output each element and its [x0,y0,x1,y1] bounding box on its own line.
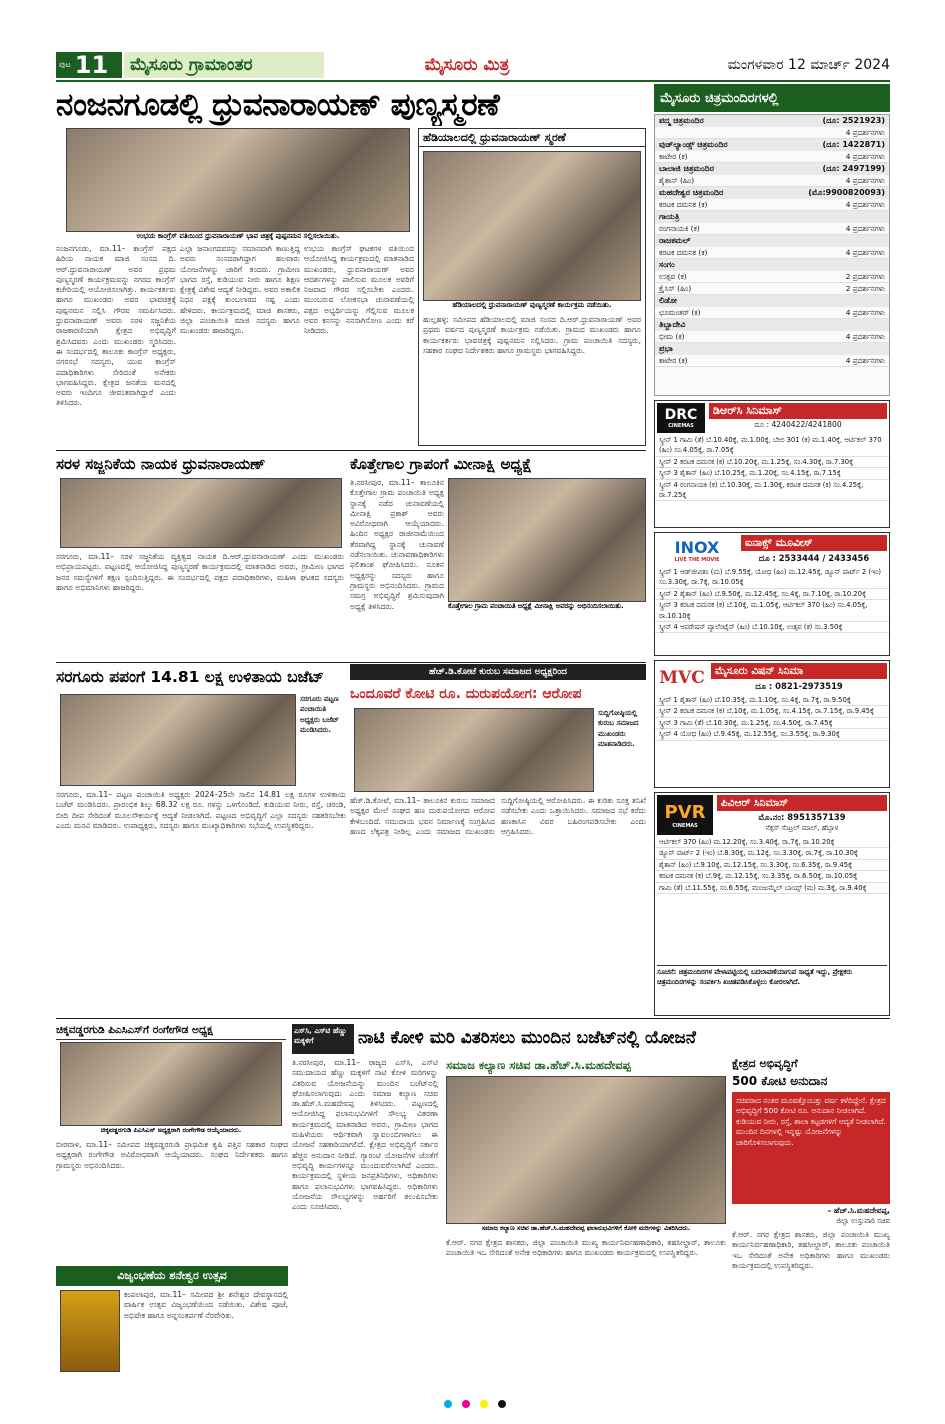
hdkote-side-caption: ಸುದ್ದಿಗೋಷ್ಠಿಯಲ್ಲಿ ಕುರುಬ ಸಮಾಜದ ಮುಖಂಡರು ಮಾತನಾಡಿದರು. [598,709,639,748]
theatre-row [655,283,889,295]
theatre-row [655,223,889,235]
budget-side-caption: ಸರಗೂರು ಪಟ್ಟಣ ಪಂಚಾಯಿತಿ ಅಧ್ಯಕ್ಷರು ಬಜೆಟ್ ಮಂಡಿಸಿದರು. [300,695,339,734]
theatre-info: 4 ಪ್ರದರ್ಶನಗಳು [845,224,885,233]
theatre-name: ಲಿಡೋ [659,296,677,305]
theatres-header [654,84,890,112]
mvc-rows [655,695,889,787]
theatre-row [655,199,889,211]
mvc-showtime-row: ಸ್ಕ್ರೀನ್ 3 ಗಾಮಿ (ತೆ) ಬೆ.10.30ಕ್ಕೆ, ಮ.1.25ಕ್ಕೆ, ಸಂ.4.50ಕ್ಕೆ, ರಾ.7.45ಕ್ಕೆ [655,718,889,729]
masthead [0,0,945,80]
theatre-info: 4 ಪ್ರದರ್ಶನಗಳು [845,176,885,185]
budget-photo [60,694,296,786]
section-title: ಮೈಸೂರು ಗ್ರಾಮಾಂತರ [124,52,324,78]
hediyala-story [418,128,646,446]
inox-showtime-row: ಸ್ಕ್ರೀನ್ 4 ಆಪರೇಷನ್ ವ್ಯಾಲೆಂಟೈನ್ (ಹಿಂ) ಬೆ.10.10ಕ್ಕೆ, ಉತ್ಸವ (ಕ) ಸಂ.3.50ಕ್ಕೆ [655,622,889,633]
chikka-text: ಬೀರವಾಳ, ಮಾ.11– ಸಮೀಪದ ಚಿಕ್ಕವಡ್ಡರಗುಡಿ ಪ್ರಾಥಮಿಕ ಕೃಷಿ ಪತ್ತಿನ ಸಹಕಾರ ಸಂಘದ ಅಧ್ಯಕ್ಷರಾಗಿ ರಂಗೇಗೌಡ ಅವಿರೋಧವಾಗಿ ಆಯ್ಕೆಯಾದರು. ಸಂಘದ ನಿರ್ದೇಶಕರು ಹಾಗೂ ಗ್ರಾಮಸ್ಥರು ಅಭಿನಂದಿಸಿದರು. [56,1140,288,1170]
mvc-logo: MVC [659,668,705,688]
goats-photo [446,1076,726,1224]
kshetra-text: ಕೆ.ಆರ್. ನಗರ ಕ್ಷೇತ್ರದ ಶಾಸಕರು, ಜಿಲ್ಲಾ ಪಂಚಾಯಿತಿ ಮುಖ್ಯ ಕಾರ್ಯನಿರ್ವಹಣಾಧಿಕಾರಿ, ತಹಸೀಲ್ದಾರ್, ತಾಲೂಕು ಪಂಚಾಯಿತಿ ಇಒ ಸೇರಿದಂತೆ ಅನೇಕ ಅಧಿಕಾರಿಗಳು ಹಾಗೂ ಮುಖಂಡರು ಕಾರ್ಯಕ್ರಮದಲ್ಲಿ ಉಪಸ್ಥಿತರಿದ್ದರು. [732,1230,890,1270]
drc-showtime-row: ಸ್ಕ್ರೀನ್ 1 ಗಾಮಿ (ತೆ) ಬೆ.10.40ಕ್ಕೆ, ಮ.1.00ಕ್ಕೆ, ಬೇಬಿ 301 (ಕ) ಮ.1.40ಕ್ಕೆ, ಆರ್ಟಿಕಲ್ 370 (ಹಿಂ) ಸಂ.4.05ಕ್ಕೆ, ರಾ.7.05ಕ್ಕೆ [655,435,889,457]
hediyala-caption: ಹೆಡಿಯಾಲದಲ್ಲಿ ಧ್ರುವನಾರಾಯಣ್ ಪುಣ್ಯಸ್ಮರಣೆ ಕಾರ್ಯಕ್ರಮ ನಡೆಯಿತು. [423,301,641,312]
shaneshwara-headline: ವಿಜೃಂಭಣೆಯ ಶನೇಶ್ವರ ಉತ್ಸವ [117,1269,227,1282]
inox-logo [657,535,737,565]
goats-col-1: ತಿ.ನರಸೀಪುರ, ಮಾ.11– ರಾಜ್ಯದ ಎಸ್‌ಸಿ, ಎಸ್‌ಟಿ ಸಮುದಾಯದ ಹೆಣ್ಣು ಮಕ್ಕಳಿಗೆ ನಾಟಿ ಕೋಳಿ ಮರಿಗಳನ್ನು ವಿತರಿಸುವ ಯೋಜನೆಯನ್ನು ಮುಂದಿನ ಬಜೆಟ್‌ನಲ್ಲಿ ಘೋಷಿಸಲಾಗುವುದು ಎಂದು ಸಮಾಜ ಕಲ್ಯಾಣ ಸಚಿವ ಡಾ.ಹೆಚ್.ಸಿ.ಮಹದೇವಪ್ಪ ತಿಳಿಸಿದರು. ಪಟ್ಟಣದಲ್ಲಿ ಆಯೋಜಿಸಿದ್ದ ಫಲಾನುಭವಿಗಳಿಗೆ ಸೌಲಭ್ಯ ವಿತರಣಾ ಕಾರ್ಯಕ್ರಮದಲ್ಲಿ ಮಾತನಾಡಿದ ಅವರು, ಗ್ರಾಮೀಣ ಭಾಗದ ಮಹಿಳೆಯರು ಆರ್ಥಿಕವಾಗಿ ಸ್ವಾವಲಂಬಿಗಳಾಗಲು ಈ ಯೋಜನೆ ಸಹಕಾರಿಯಾಗಲಿದೆ. ಕ್ಷೇತ್ರದ ಅಭಿವೃದ್ಧಿಗೆ ಸರ್ಕಾರ ಹೆಚ್ಚಿನ ಅನುದಾನ ನೀಡಿದೆ. ಗ್ಯಾರಂಟಿ ಯೋಜನೆಗಳ ಜೊತೆಗೆ ಅಭಿವೃದ್ಧಿ ಕಾರ್ಯಗಳನ್ನೂ ಮುಂದುವರೆಸಲಾಗಿದೆ ಎಂದರು. ಕಾರ್ಯಕ್ರಮದಲ್ಲಿ ಸ್ಥಳೀಯ ಜನಪ್ರತಿನಿಧಿಗಳು, ಅಧಿಕಾರಿಗಳು ಹಾಗೂ ಫಲಾನುಭವಿಗಳು ಭಾಗವಹಿಸಿದ್ದರು. ಅಧಿಕಾರಿಗಳು ಯೋಜನೆಯ ಸೌಲಭ್ಯಗಳನ್ನು ಅರ್ಹರಿಗೆ ತಲುಪಿಸಬೇಕು ಎಂದು ಸೂಚಿಸಿದರು. [292,1058,438,1212]
theatre-row [655,175,889,187]
hdkote-text: ಹೆಚ್.ಡಿ.ಕೋಟೆ, ಮಾ.11– ತಾಲೂಕಿನ ಕುರುಬ ಸಮಾಜದ ಅಧ್ಯಕ್ಷರ ಮೇಲೆ ಸಂಘದ ಹಣ ದುರುಪಯೋಗದ ಆರೋಪ ಕೇಳಿಬಂದಿದೆ. ಸಮುದಾಯ ಭವನ ನಿರ್ಮಾಣಕ್ಕೆ ಸಂಗ್ರಹಿಸಿದ ಹಣದ ಲೆಕ್ಕಪತ್ರ ನೀಡಿಲ್ಲ ಎಂದು ಸಮಾಜದ ಮುಖಂಡರು ಸುದ್ದಿಗೋಷ್ಠಿಯಲ್ಲಿ ಆರೋಪಿಸಿದರು. ಈ ಕುರಿತು ಸೂಕ್ತ ತನಿಖೆ ನಡೆಸಬೇಕು ಎಂದು ಒತ್ತಾಯಿಸಿದರು. ಸಮಾಜದ ಸಭೆ ಕರೆದು ಹಣಕಾಸಿನ ವಿವರ ಬಹಿರಂಗಪಡಿಸಬೇಕು ಎಂದು ಆಗ್ರಹಿಸಿದರು. [350,796,646,836]
kshetra-headline-1: ಕ್ಷೇತ್ರದ ಅಭಿವೃದ್ಧಿಗೆ [732,1057,798,1070]
hediyala-text: ಹುಲ್ಲಹಳ್ಳಿ: ಸಮೀಪದ ಹೆಡಿಯಾಲದಲ್ಲಿ ಮಾಜಿ ಸಂಸದ ದಿ.ಆರ್.ಧ್ರುವನಾರಾಯಣ್ ಅವರ ಪ್ರಥಮ ವರ್ಷದ ಪುಣ್ಯಸ್ಮರಣೆ ಕಾರ್ಯಕ್ರಮ ನಡೆಯಿತು. ಗ್ರಾಮದ ಮುಖಂಡರು ಹಾಗೂ ಕಾರ್ಯಕರ್ತರು ಭಾವಚಿತ್ರಕ್ಕೆ ಪುಷ್ಪನಮನ ಸಲ್ಲಿಸಿದರು. ಗ್ರಾಮ ಪಂಚಾಯಿತಿ ಸದಸ್ಯರು, ಸಹಕಾರ ಸಂಘದ ನಿರ್ದೇಶಕರು ಹಾಗೂ ಗ್ರಾಮಸ್ಥರು ಭಾಗವಹಿಸಿದ್ದರು. [423,315,641,355]
theatres-title: ಮೈಸೂರು ಚಿತ್ರಮಂದಿರಗಳಲ್ಲಿ [660,90,779,106]
budget-headline: ಸರಗೂರು ಪಪಂಗೆ 14.81 ಲಕ್ಷ ಉಳಿತಾಯ ಬಜೆಟ್ [56,668,324,686]
drc-phone: ದೂ : 4240422/4241800 [754,420,842,429]
inox-name: ಐನಾಕ್ಸ್ ಮೂವೀಸ್ [741,535,887,551]
theatre-info: 4 ಪ್ರದರ್ಶನಗಳು [845,128,885,137]
theatre-name: ಕಾಟೇರ (ಕ) [659,356,688,365]
inox-block [654,532,890,656]
theatre-name: ಗಾಯತ್ರಿ [659,212,680,221]
pvr-name: ಪಿವಿಆರ್ ಸಿನಿಮಾಸ್ [717,795,887,811]
theatre-name: ಮಹದೇಶ್ವರ ಚಿತ್ರಮಂದಿರ [659,188,724,197]
theatre-row [655,343,889,355]
inox-logo-text: INOX [674,537,720,557]
kshetra-signature-role: ಜಿಲ್ಲಾ ಉಸ್ತುವಾರಿ ಸಚಿವ [836,1217,890,1225]
theatre-row [655,151,889,163]
drc-showtime-row: ಸ್ಕ್ರೀನ್ 3 ಶೈತಾನ್ (ಹಿಂ) ಬೆ.10.25ಕ್ಕೆ, ಮ.1.20ಕ್ಕೆ, ಸಂ.4.15ಕ್ಕೆ, ರಾ.7.15ಕ್ಕೆ [655,468,889,479]
drc-logo [657,403,705,433]
pvr-showtime-row: ಗಾಮಿ (ತೆ) ಬೆ.11.55ಕ್ಕೆ, ಸಂ.6.55ಕ್ಕೆ, ಮಂಜುಮ್ಮೆಲ್ ಬಾಯ್ಸ್ (ಮ) ಮ.3ಕ್ಕೆ, ರಾ.9.40ಕ್ಕೆ [655,883,889,894]
kshetra-headline-2: 500 ಕೋಟಿ ಅನುದಾನ [732,1074,828,1088]
chikka-photo [60,1042,282,1126]
chikka-caption: ಚಿಕ್ಕವಡ್ಡರಗುಡಿ ಪಿಎಸಿಎಸ್ ಅಧ್ಯಕ್ಷರಾಗಿ ರಂಗೇಗೌಡ ಆಯ್ಕೆಯಾದರು. [60,1126,282,1137]
inox-showtime-row: ಸ್ಕ್ರೀನ್ 3 ಕರಟಕ ದಮನಕ (ಕ) ಬೆ.10ಕ್ಕೆ, ಮ.1.05ಕ್ಕೆ, ಆರ್ಟಿಕಲ್ 370 (ಹಿಂ) ಸಂ.4.05ಕ್ಕೆ, ರಾ.10.10ಕ್ಕೆ [655,600,889,622]
pvr-showtime-row: ಶೈತಾನ್ (ಹಿಂ) ಬೆ.9.10ಕ್ಕೆ, ಮ.12.15ಕ್ಕೆ, ಸಂ.3.30ಕ್ಕೆ, ಸಂ.6.35ಕ್ಕೆ, ರಾ.9.45ಕ್ಕೆ [655,860,889,871]
mvc-phone: ದೂ : 0821-2973519 [755,681,843,691]
lead-headline: ನಂಜನಗೂಡಲ್ಲಿ ಧ್ರುವನಾರಾಯಣ್ ಪುಣ್ಯಸ್ಮರಣೆ [56,87,500,123]
goats-col-2 [446,1238,726,1374]
theatre-info: (ದೂ: 2497199) [822,164,885,173]
goats-kicker [292,1024,354,1054]
theatre-list [654,114,890,396]
theatre-row [655,295,889,307]
theatre-name: ತಿಬ್ಬಾದೇವಿ [659,320,686,329]
hediyala-photo [423,151,641,301]
sarala-photo [60,478,342,548]
theatre-info: 4 ಪ್ರದರ್ಶನಗಳು [845,356,885,365]
theatre-name: ಛೂಮಂತರ್ (ಕ) [659,308,701,317]
lead-photo [66,128,410,232]
hdkote-kicker [350,664,646,680]
pvr-rows [655,837,889,963]
shaneshwara-banner [56,1266,288,1286]
lead-col-2: ಎಲ್ಲಾ ಜನಾಂಗದವರನ್ನು ಸಮಾನವಾಗಿ ಕಾಣುತ್ತಿದ್ದ ಅವರು ಸಂಸದರಾಗಿದ್ದಾಗ ಹಲವಾರು ಯೋಜನೆಗಳನ್ನು ಜಾರಿಗೆ ತಂದರು. ಗ್ರಾಮೀಣ ಭಾಗದ ರಸ್ತೆ, ಕುಡಿಯುವ ನೀರು ಹಾಗೂ ಶಿಕ್ಷಣ ಕ್ಷೇತ್ರಕ್ಕೆ ವಿಶೇಷ ಆದ್ಯತೆ ನೀಡಿದ್ದರು. ಅವರ ಅಕಾಲಿಕ ನಿಧನ ಪಕ್ಷಕ್ಕೆ ತುಂಬಲಾರದ ನಷ್ಟ ಎಂದು ಹೇಳಿದರು. ಕಾರ್ಯಕ್ರಮದಲ್ಲಿ ಮಾಜಿ ಶಾಸಕರು, ಜಿಲ್ಲಾ ಪಂಚಾಯಿತಿ ಮಾಜಿ ಸದಸ್ಯರು ಹಾಗೂ ಮುಖಂಡರು ಹಾಜರಿದ್ದರು. [180,244,300,336]
goats-caption: ಸಮಾಜ ಕಲ್ಯಾಣ ಸಚಿವ ಡಾ.ಹೆಚ್.ಸಿ.ಮಹದೇವಪ್ಪ ಫಲಾನುಭವಿಗಳಿಗೆ ಕೋಳಿ ಮರಿಗಳನ್ನು ವಿತರಿಸಿದರು. [446,1224,726,1235]
theatre-name: ಉತ್ಸವ (ಕ) [659,272,687,281]
hdkote-photo [354,708,594,792]
kottegala-text: ತಿ.ನರಸೀಪುರ, ಮಾ.11– ತಾಲೂಕಿನ ಕೊತ್ತೇಗಾಲ ಗ್ರಾಮ ಪಂಚಾಯಿತಿ ಅಧ್ಯಕ್ಷ ಸ್ಥಾನಕ್ಕೆ ನಡೆದ ಚುನಾವಣೆಯಲ್ಲಿ ಮೀನಾಕ್ಷಿ ಪ್ರಕಾಶ್ ಅವರು ಅವಿರೋಧವಾಗಿ ಆಯ್ಕೆಯಾದರು. ಹಿಂದಿನ ಅಧ್ಯಕ್ಷರ ರಾಜೀನಾಮೆಯಿಂದ ತೆರವಾಗಿದ್ದ ಸ್ಥಾನಕ್ಕೆ ಚುನಾವಣೆ ನಡೆಸಲಾಯಿತು. ಚುನಾವಣಾಧಿಕಾರಿಗಳು ಫಲಿತಾಂಶ ಘೋಷಿಸಿದರು. ನೂತನ ಅಧ್ಯಕ್ಷರನ್ನು ಸದಸ್ಯರು ಹಾಗೂ ಗ್ರಾಮಸ್ಥರು ಅಭಿನಂದಿಸಿದರು. ಗ್ರಾಮದ ಸಮಗ್ರ ಅಭಿವೃದ್ಧಿಗೆ ಶ್ರಮಿಸುವುದಾಗಿ ಅಧ್ಯಕ್ಷೆ ತಿಳಿಸಿದರು. [350,478,444,611]
lead-caption: ಉಭಯ ಕಾಂಗ್ರೆಸ್ ವತಿಯಿಂದ ಧ್ರುವನಾರಾಯಣ್ ಭಾವ ಚಿತ್ರಕ್ಕೆ ಪುಷ್ಪನಮನ ಸಲ್ಲಿಸಲಾಯಿತು. [66,232,410,243]
theatre-info: (ಮೊ:9900820093) [808,188,885,197]
theatre-name: ಶೈತಾನ್ (ಹಿಂ) [659,176,695,185]
pvr-showtime-row: ಕರಟಕ ದಮನಕ (ಕ) ಬೆ.9ಕ್ಕೆ, ಮ.12.15ಕ್ಕೆ, ಸಂ.3.35ಕ್ಕೆ, ರಾ.6.50ಕ್ಕೆ, ರಾ.10.05ಕ್ಕೆ [655,871,889,882]
pvr-block [654,792,890,1016]
inox-showtime-row: ಸ್ಕ್ರೀನ್ 2 ಶೈತಾನ್ (ಹಿಂ) ಬೆ.9.50ಕ್ಕೆ, ಮ.12.45ಕ್ಕೆ, ಸಂ.4ಕ್ಕೆ, ರಾ.7.10ಕ್ಕೆ, ರಾ.10.20ಕ್ಕೆ [655,589,889,600]
theatre-info: 2 ಪ್ರದರ್ಶನಗಳು [845,284,885,293]
page-number: 11 [74,52,109,78]
pvr-phone: ಮೊ.ನಂ: 8951357139 [758,812,846,822]
pvr-address: ನೆಕ್ಸಸ್ ಸೆಂಟ್ರಲ್ ಮಾಲ್, ಹೆಬ್ಬಾಳ [765,824,839,832]
pvr-showtime-row: ಆರ್ಟಿಕಲ್ 370 (ಹಿಂ) ಮ.12.20ಕ್ಕೆ, ಸಂ.3.40ಕ್ಕೆ, ರಾ.7ಕ್ಕೆ, ರಾ.10.20ಕ್ಕೆ [655,837,889,848]
theatre-row [655,235,889,247]
kottegala-caption: ಕೊತ್ತೇಗಾಲ ಗ್ರಾಮ ಪಂಚಾಯಿತಿ ಅಧ್ಯಕ್ಷೆ ಮೀನಾಕ್ಷಿ ಅವರನ್ನು ಅಭಿನಂದಿಸಲಾಯಿತು. [448,602,646,622]
drc-logo-sub: CINEMAS [668,423,694,429]
inox-logo-sub: LIVE THE MOVIE [674,556,720,563]
paper-logo: ಮೈಸೂರು ಮಿತ್ರ [424,55,510,75]
theatre-row [655,211,889,223]
theatre-name: ವುಡ್‌ಲ್ಯಾಂಡ್ಸ್ ಚಿತ್ರಮಂದಿರ [659,140,728,149]
reg-magenta [462,1400,470,1408]
mvc-showtime-row: ಸ್ಕ್ರೀನ್ 4 ಯೋಧ (ಹಿಂ) ಬೆ.9.45ಕ್ಕೆ, ಮ.12.55ಕ್ಕೆ, ಸಂ.3.55ಕ್ಕೆ, ರಾ.9.30ಕ್ಕೆ [655,729,889,740]
theatre-name: ಪದ್ಮ ಚಿತ್ರಮಂದಿರ [659,116,704,125]
inox-showtime-row: ಸ್ಕ್ರೀನ್ 1 ಆಡ್‌ಜೀವಿತಂ (ಮ) ಬೆ.9.55ಕ್ಕೆ, ಯೋಧ (ಹಿಂ) ಮ.12.45ಕ್ಕೆ, ಡ್ಯೂನ್ ಪಾರ್ಟ್ 2 (ಇಂ) ಸಂ.3.30ಕ್ಕೆ, ರಾ.7ಕ್ಕೆ, ರಾ.10.05ಕ್ಕೆ [655,567,889,589]
drc-showtime-row: ಸ್ಕ್ರೀನ್ 4 ರಂಗನಾಯಕಿ (ಕ) ಬೆ.10.30ಕ್ಕೆ, ಮ.1.30ಕ್ಕೆ, ಕರಟಕ ದಮನಕ (ಕ) ಸಂ.4.25ಕ್ಕೆ, ರಾ.7.25ಕ್ಕೆ [655,480,889,502]
reg-cyan [444,1400,452,1408]
mvc-showtime-row: ಸ್ಕ್ರೀನ್ 2 ಕರಟಕ ದಮನಕ (ಕ) ಬೆ.10ಕ್ಕೆ, ಮ.1.05ಕ್ಕೆ, ಸಂ.4.15ಕ್ಕೆ, ರಾ.7.15ಕ್ಕೆ, ರಾ.9.45ಕ್ಕೆ [655,706,889,717]
theatre-row [655,331,889,343]
mvc-showtime-row: ಸ್ಕ್ರೀನ್ 1 ಶೈತಾನ್ (ಹಿಂ) ಬೆ.10.35ಕ್ಕೆ, ಮ.1.10ಕ್ಕೆ, ಸಂ.4ಕ್ಕೆ, ರಾ.7ಕ್ಕೆ, ರಾ.9.50ಕ್ಕೆ [655,695,889,706]
theatre-row [655,271,889,283]
drc-rows [655,435,889,527]
pvr-logo-text: PVR [664,801,706,823]
reg-black [498,1400,506,1408]
goats-col-2-text: ಕೆ.ಆರ್. ನಗರ ಕ್ಷೇತ್ರದ ಶಾಸಕರು, ಜಿಲ್ಲಾ ಪಂಚಾಯಿತಿ ಮುಖ್ಯ ಕಾರ್ಯನಿರ್ವಹಣಾಧಿಕಾರಿ, ತಹಸೀಲ್ದಾರ್, ತಾಲೂಕು ಪಂಚಾಯಿತಿ ಇಒ ಸೇರಿದಂತೆ ಅನೇಕ ಅಧಿಕಾರಿಗಳು ಹಾಗೂ ಮುಖಂಡರು ಕಾರ್ಯಕ್ರಮದಲ್ಲಿ ಉಪಸ್ಥಿತರಿದ್ದರು. [446,1238,726,1258]
theatre-row [655,127,889,139]
mvc-name: ಮೈಸೂರು ವಿಷನ್ ಸಿನಿಮಾ [711,663,887,679]
kottegala-headline: ಕೊತ್ತೇಗಾಲ ಗ್ರಾಪಂಗೆ ಮೀನಾಕ್ಷಿ ಅಧ್ಯಕ್ಷೆ [350,455,532,473]
kottegala-photo [448,478,646,602]
theatre-row [655,247,889,259]
drc-showtime-row: ಸ್ಕ್ರೀನ್ 2 ಕರಟಕ ದಮನಕ (ಕ) ಬೆ.10.20ಕ್ಕೆ, ಮ.1.25ಕ್ಕೆ, ಸಂ.4.30ಕ್ಕೆ, ರಾ.7.30ಕ್ಕೆ [655,457,889,468]
shaneshwara-text: ಕಂಪಲಾಪುರ, ಮಾ.11– ಸಮೀಪದ ಶ್ರೀ ಶನೇಶ್ವರ ದೇವಸ್ಥಾನದಲ್ಲಿ ವಾರ್ಷಿಕ ಉತ್ಸವ ವಿಜೃಂಭಣೆಯಿಂದ ನಡೆಯಿತು. ವಿಶೇಷ ಪೂಜೆ, ಅಭಿಷೇಕ ಹಾಗೂ ಅನ್ನಸಂತರ್ಪಣೆ ನೆರವೇರಿತು. [124,1290,288,1320]
theatre-row [655,307,889,319]
inox-phone: ದೂ : 2533444 / 2433456 [758,553,870,563]
kshetra-box-text: ಸಚಿವರಾದ ನಂತರ ಮೂವತ್ತೊಂಬತ್ತು ವರ್ಷ ಕಳೆದಿದ್ದೇನೆ. ಕ್ಷೇತ್ರದ ಅಭಿವೃದ್ಧಿಗೆ 500 ಕೋಟಿ ರೂ. ಅನುದಾನ ನೀಡಲಾಗಿದೆ. ಕುಡಿಯುವ ನೀರು, ರಸ್ತೆ, ಶಾಲಾ ಕಟ್ಟಡಗಳಿಗೆ ಆದ್ಯತೆ ನೀಡಲಾಗಿದೆ. ಮುಂದಿನ ದಿನಗಳಲ್ಲಿ ಇನ್ನಷ್ಟು ಯೋಜನೆಗಳನ್ನು ಜಾರಿಗೊಳಿಸಲಾಗುವುದು. [736,1096,886,1147]
page-label: ಪುಟ [59,60,71,69]
theatre-row [655,187,889,199]
theatre-info: 4 ಪ್ರದರ್ಶನಗಳು [845,248,885,257]
drc-logo-text: DRC [664,407,698,423]
theatre-row [655,355,889,367]
theatre-info: 4 ಪ್ರದರ್ಶನಗಳು [845,308,885,317]
hdkote-headline: ಒಂದೂವರೆ ಕೋಟಿ ರೂ. ದುರುಪಯೋಗ: ಆರೋಪ [350,686,582,702]
mvc-block [654,660,890,788]
chikka-headline: ಚಿಕ್ಕವಡ್ಡರಗುಡಿ ಪಿಎಸಿಎಸ್‌ಗೆ ರಂಗೇಗೌಡ ಅಧ್ಯಕ್ಷ [56,1020,286,1040]
pvr-logo [657,795,713,835]
shaneshwara-photo [60,1290,120,1372]
hediyala-headline: ಹೆಡಿಯಾಲದಲ್ಲಿ ಧ್ರುವನಾರಾಯಣ್ ಸ್ಮರಣೆ [419,129,645,147]
theatre-row [655,319,889,331]
theatre-name: ಬಾಲಾಜಿ ಚಿತ್ರಮಂದಿರ [659,164,714,173]
theatre-row [655,139,889,151]
hdkote-kicker-text: ಹೆಚ್.ಡಿ.ಕೋಟೆ ಕುರುಬ ಸಮಾಜದ ಅಧ್ಯಕ್ಷರಿಂದ [429,667,567,677]
theatre-name: ರಾಜಕಮಲ್ [659,236,691,245]
pvr-note: ಸೂಚನೆ: ಚಿತ್ರಮಂದಿರಗಳ ವೇಳಾಪಟ್ಟಿಯಲ್ಲಿ ಬದಲಾವಣೆಯಾಗುವ ಸಾಧ್ಯತೆ ಇದ್ದು, ಪ್ರೇಕ್ಷಕರು ಚಿತ್ರಮಂದಿರಗಳನ್ನು ಸಂಪರ್ಕಿಸಿ ಖಚಿತಪಡಿಸಿಕೊಳ್ಳಲು ಕೋರಲಾಗಿದೆ. [657,965,887,1013]
theatre-row [655,115,889,127]
goats-headline: ನಾಟಿ ಕೋಳಿ ಮರಿ ವಿತರಿಸಲು ಮುಂದಿನ ಬಜೆಟ್‌ನಲ್ಲಿ ಯೋಜನೆ [358,1028,696,1048]
pvr-logo-sub: CINEMAS [672,822,698,829]
theatre-info: 4 ಪ್ರದರ್ಶನಗಳು [845,200,885,209]
theatre-info: (ದೂ: 2521923) [822,116,885,125]
theatre-name: ಕರಟಕ ದಮನಕ (ಕ) [659,200,708,209]
registration-marks [370,1400,580,1410]
drc-block [654,400,890,528]
reg-yellow [480,1400,488,1408]
theatre-info: 4 ಪ್ರದರ್ಶನಗಳು [845,152,885,161]
theatre-row [655,163,889,175]
theatre-name: ಕರಟಕ ದಮನಕ (ಕ) [659,248,708,257]
page-number-badge [56,52,122,78]
theatre-info: 2 ಪ್ರದರ್ಶನಗಳು [845,272,885,281]
theatre-info: 4 ಪ್ರದರ್ಶನಗಳು [845,332,885,341]
sarala-headline: ಸರಳ ಸಜ್ಜನಿಕೆಯ ನಾಯಕ ಧ್ರುವನಾರಾಯಣ್ [56,455,266,473]
goats-subhead: ಸಮಾಜ ಕಲ್ಯಾಣ ಸಚಿವ ಡಾ.ಹೆಚ್.ಸಿ.ಮಹದೇವಪ್ಪ [446,1058,631,1072]
theatre-info: (ದೂ: 1422871) [822,140,885,149]
theatre-name: ಪ್ರಭಾ [659,344,673,353]
kshetra-box [732,1092,890,1204]
inox-rows [655,567,889,655]
kshetra-signature: – ಹೆಚ್.ಸಿ.ಮಹದೇವಪ್ಪ, [827,1206,890,1215]
theatre-name: ರಂಗನಾಯಕಿ (ಕ) [659,224,700,233]
drc-name: ಡಿಆರ್‌ಸಿ ಸಿನಿಮಾಸ್ [709,403,887,419]
theatre-name: ಸಂಗಂ [659,260,675,269]
theatre-name: ಕ್ರೈಸಿಸ್ (ಹಿಂ) [659,284,692,293]
theatre-row [655,259,889,271]
goats-kicker-text: ಎಸ್‌ಸಿ, ಎಸ್‌ಟಿ ಹೆಣ್ಣು ಮಕ್ಕಳಿಗೆ [294,1026,347,1045]
lead-col-3: ಉಭಯ ಕಾಂಗ್ರೆಸ್ ಘಟಕಗಳ ವತಿಯಿಂದ ಆಯೋಜಿಸಿದ್ದ ಕಾರ್ಯಕ್ರಮದಲ್ಲಿ ಮಾತನಾಡಿದ ಮುಖಂಡರು, ಧ್ರುವನಾರಾಯಣ್ ಅವರ ಆದರ್ಶಗಳನ್ನು ಪಾಲಿಸುವ ಮೂಲಕ ಅವರಿಗೆ ನಿಜವಾದ ಗೌರವ ಸಲ್ಲಿಸಬೇಕು ಎಂದರು. ಮುಂಬರುವ ಲೋಕಸಭಾ ಚುನಾವಣೆಯಲ್ಲಿ ಪಕ್ಷದ ಅಭ್ಯರ್ಥಿಯನ್ನು ಗೆಲ್ಲಿಸುವ ಮೂಲಕ ಅವರ ಕನಸನ್ನು ನನಸಾಗಿಸೋಣ ಎಂದು ಕರೆ ನೀಡಿದರು. [304,244,414,336]
pvr-showtime-row: ಡ್ಯೂನ್ ಪಾರ್ಟ್ 2 (ಇಂ) ಬೆ.8.30ಕ್ಕೆ, ಮ.12ಕ್ಕೆ, ಸಂ.3.30ಕ್ಕೆ, ರಾ.7ಕ್ಕೆ, ರಾ.10.30ಕ್ಕೆ [655,848,889,859]
theatre-name: ಕಾಟೇರ (ಕ) [659,152,688,161]
issue-date: ಮಂಗಳವಾರ 12 ಮಾರ್ಚ್ 2024 [727,57,890,73]
budget-text: ಸರಗೂರು, ಮಾ.11– ಪಟ್ಟಣ ಪಂಚಾಯಿತಿ ಅಧ್ಯಕ್ಷರು 2024–25ನೇ ಸಾಲಿನ 14.81 ಲಕ್ಷ ರೂಗಳ ಉಳಿತಾಯ ಬಜೆಟ್ ಮಂಡಿಸಿದರು. ಪ್ರಾರಂಭಿಕ ಶಿಲ್ಕು 68.32 ಲಕ್ಷ ರೂ. ಗಳನ್ನು ಒಳಗೊಂಡಿದೆ. ಕುಡಿಯುವ ನೀರು, ರಸ್ತೆ, ಚರಂಡಿ, ಬೀದಿ ದೀಪ ಸೇರಿದಂತೆ ಮೂಲಸೌಕರ್ಯಕ್ಕೆ ಆದ್ಯತೆ ನೀಡಲಾಗಿದೆ. ಪಟ್ಟಣದ ಅಭಿವೃದ್ಧಿಗೆ ಎಲ್ಲಾ ಸದಸ್ಯರು ಸಹಕರಿಸಬೇಕು ಎಂದು ಮನವಿ ಮಾಡಿದರು. ಉಪಾಧ್ಯಕ್ಷರು, ಸದಸ್ಯರು ಹಾಗೂ ಮುಖ್ಯಾಧಿಕಾರಿಗಳು ಸಭೆಯಲ್ಲಿ ಉಪಸ್ಥಿತರಿದ್ದರು. [56,790,346,830]
theatre-name: ಭೀಮ (ಕ) [659,332,685,341]
lead-col-1: ನಂಜನಗೂಡು, ಮಾ.11– ಕಾಂಗ್ರೆಸ್ ಪಕ್ಷದ ಹಿರಿಯ ನಾಯಕ ಮಾಜಿ ಸಂಸದ ದಿ. ಆರ್.ಧ್ರುವನಾರಾಯಣ್ ಅವರ ಪ್ರಥಮ ಪುಣ್ಯಸ್ಮರಣೆ ಕಾರ್ಯಕ್ರಮವನ್ನು ನಗರದ ಕಾಂಗ್ರೆಸ್ ಕಚೇರಿಯಲ್ಲಿ ಆಯೋಜಿಸಲಾಗಿತ್ತು. ಕಾರ್ಯಕರ್ತರು ಹಾಗೂ ಮುಖಂಡರು ಅವರ ಭಾವಚಿತ್ರಕ್ಕೆ ಪುಷ್ಪನಮನ ಸಲ್ಲಿಸಿ ಗೌರವ ಸಮರ್ಪಿಸಿದರು. ಧ್ರುವನಾರಾಯಣ್ ಅವರು ಸರಳ ಸಜ್ಜನಿಕೆಯ ರಾಜಕಾರಣಿಯಾಗಿ ಕ್ಷೇತ್ರದ ಅಭಿವೃದ್ಧಿಗೆ ಶ್ರಮಿಸಿದವರು ಎಂದು ಮುಖಂಡರು ಸ್ಮರಿಸಿದರು. ಈ ಸಂದರ್ಭದಲ್ಲಿ ತಾಲೂಕು ಕಾಂಗ್ರೆಸ್ ಅಧ್ಯಕ್ಷರು, ನಗರಸಭೆ ಸದಸ್ಯರು, ಯುವ ಕಾಂಗ್ರೆಸ್ ಪದಾಧಿಕಾರಿಗಳು ಸೇರಿದಂತೆ ಅನೇಕರು ಭಾಗವಹಿಸಿದ್ದರು. ಕ್ಷೇತ್ರದ ಜನತೆಯ ಮನದಲ್ಲಿ ಅವರು ಇಂದಿಗೂ ಜೀವಂತವಾಗಿದ್ದಾರೆ ಎಂದು ತಿಳಿಸಿದರು. [56,244,176,408]
sarala-text: ಸರಗೂರು, ಮಾ.11– ಸರಳ ಸಜ್ಜನಿಕೆಯ ವ್ಯಕ್ತಿತ್ವದ ನಾಯಕ ದಿ.ಆರ್.ಧ್ರುವನಾರಾಯಣ್ ಎಂದು ಮುಖಂಡರು ಅಭಿಪ್ರಾಯಪಟ್ಟರು. ಪಟ್ಟಣದಲ್ಲಿ ಆಯೋಜಿಸಿದ್ದ ಪುಣ್ಯಸ್ಮರಣೆ ಕಾರ್ಯಕ್ರಮದಲ್ಲಿ ಮಾತನಾಡಿದ ಅವರು, ಗ್ರಾಮೀಣ ಭಾಗದ ಜನರ ಸಮಸ್ಯೆಗಳಿಗೆ ತಕ್ಷಣ ಸ್ಪಂದಿಸುತ್ತಿದ್ದರು. ಈ ಸಂದರ್ಭದಲ್ಲಿ ಪಕ್ಷದ ಪದಾಧಿಕಾರಿಗಳು, ಮಹಿಳಾ ಘಟಕದ ಸದಸ್ಯರು ಹಾಗೂ ಅಭಿಮಾನಿಗಳು ಹಾಜರಿದ್ದರು. [56,552,344,592]
